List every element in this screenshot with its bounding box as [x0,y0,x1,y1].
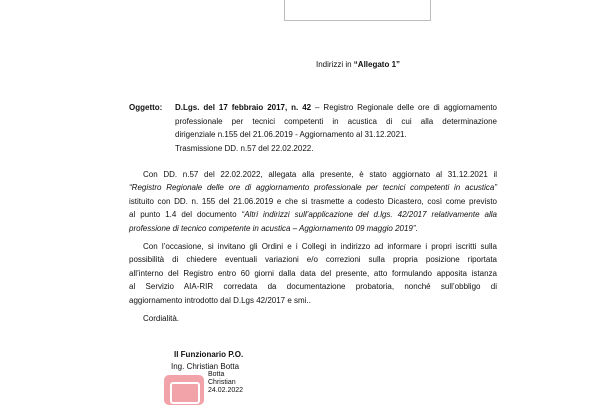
document-title-part-2: professione di tecnico competente in acustica – Aggiornamento 09 maggio 2019” [129,223,416,233]
register-title: “Registro Regionale delle ore di aggiornamento professionale per tecnici competenti in acustica” [129,183,497,193]
paragraph-1-line-3: istituito con DD. n. 155 del 21.06.2019 e che si trasmette a codesto Dicastero, così come previsto [129,196,497,206]
stamp-card-icon [170,382,200,404]
paragraph-1-line-5-end: . [415,223,418,233]
subject-line-1-rest: – Registro Regionale delle ore di aggiornamento [311,103,497,112]
paragraph-1-line-1: Con DD. n.57 del 22.02.2022, allegata alla presente, è stato aggiornato al 31.12.2021 il [143,170,497,179]
subject-text [175,101,497,155]
subject-label: Oggetto: [129,103,163,112]
closing: Cordialità. [143,314,180,323]
paragraph-1-line-4 [129,208,497,221]
subject-law-reference: D.Lgs. del 17 febbraio 2017, n. 42 [175,103,312,112]
address-attachment: “Allegato 1” [353,60,401,69]
address-line [316,60,400,70]
subject-line-4: Trasmissione DD. n.57 del 22.02.2022. [175,143,314,153]
subject-line-1 [175,101,497,115]
paragraph-1-line-5 [129,222,497,235]
paragraph-1-line-2 [129,181,497,194]
subject-line-2: professionale per tecnici competenti in acustica di cui alla determinazione [175,116,497,126]
stamp-surname: Botta [208,371,225,378]
stamp-firstname: Christian [208,379,236,387]
subject-line-3: dirigenziale n.155 del 21.06.2019 - Aggiornamento al 31.12.2021. [175,130,407,139]
stamp-date: 24.02.2022 [208,387,244,395]
paragraph-2-line-1: Con l’occasione, si invitano gli Ordini e i Collegi in indirizzo ad informare i propri iscritti sulla [143,242,497,251]
paragraph-2-line-4: al Servizio AIA-RIR corredata da documentazione probatoria, nonché sull’obbligo di [129,282,497,292]
document-title-part-1: “Altri indirizzi sull’applicazione del d.lgs. 42/2017 relativamente alla [241,210,497,220]
paragraph-1 [129,168,497,235]
paragraph-2-line-5: aggiornamento introdotto dal D.Lgs 42/2017 e smi.. [129,295,311,305]
paragraph-2-line-3: all’interno del Registro entro 60 giorni dalla data del presente, atto formulando apposita istanza [129,268,497,278]
address-prefix: Indirizzi in [316,60,354,69]
signatory-name: Ing. Christian Botta [171,362,240,371]
signatory-title: Il Funzionario P.O. [174,350,244,359]
paragraph-1-line-4-a: al punto 1.4 del documento [129,210,242,220]
paragraph-2-line-2: possibilità di chiedere eventuali variazioni e/o correzioni sulla propria posizione riportata [129,255,497,265]
stamp-text [208,371,243,396]
header-box [284,0,431,21]
paragraph-2 [129,240,497,307]
